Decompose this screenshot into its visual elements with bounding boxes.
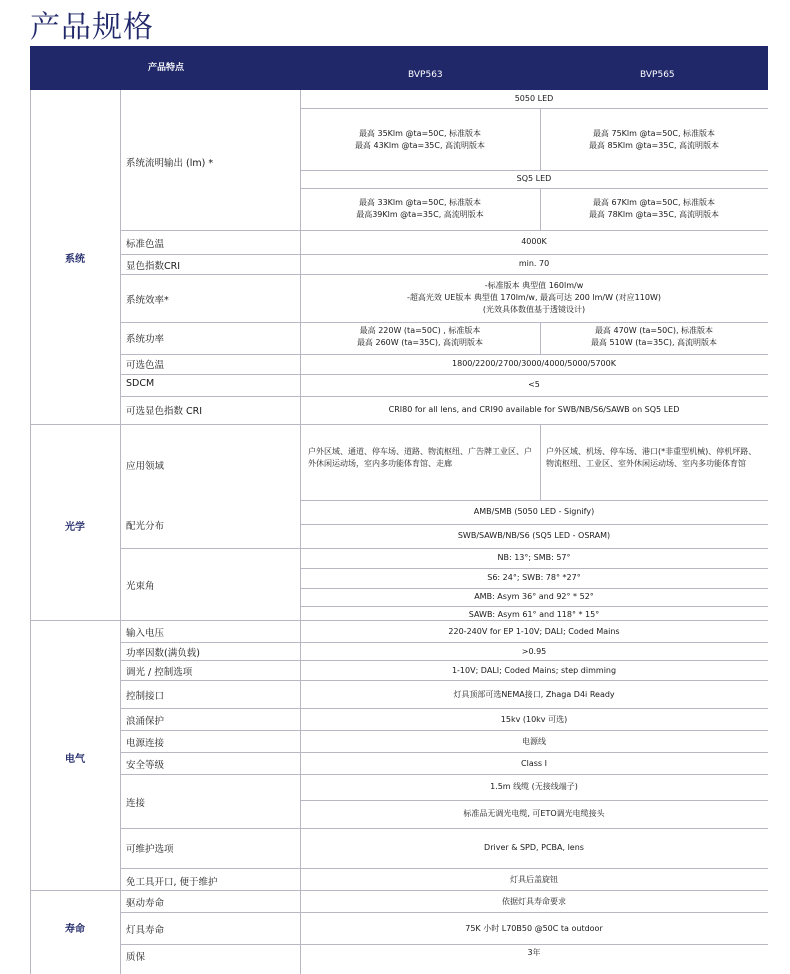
label-sdcm: SDCM <box>126 378 155 389</box>
row-divider <box>300 500 768 501</box>
value-beam-2: S6: 24°; SWB: 78° *27° <box>487 573 581 582</box>
row-divider <box>300 188 768 189</box>
label-flux: 系统流明输出 (lm) * <box>126 158 214 169</box>
value-beam-4: SAWB: Asym 61° and 118° * 15° <box>468 610 600 619</box>
row-divider <box>120 680 768 681</box>
value-beam-1: NB: 13°; SMB: 57° <box>497 553 571 562</box>
value-control-interface: 灯具顶部可选NEMA接口, Zhaga D4i Ready <box>453 690 615 699</box>
value-beam-3: AMB: Asym 36° and 92° * 52° <box>474 592 594 601</box>
label-maintenance: 可维护选项 <box>126 844 174 855</box>
row-divider <box>120 660 768 661</box>
page-title: 产品规格 <box>30 10 154 45</box>
value-flux-5050-bvp563-b: 最高 43Klm @ta=35C, 高流明版本 <box>354 141 486 150</box>
label-surge: 浪涌保护 <box>126 716 165 727</box>
label-efficiency: 系统效率* <box>126 295 169 306</box>
label-application: 应用领域 <box>126 461 165 472</box>
row-divider <box>120 548 768 549</box>
value-flux-5050-bvp563-a: 最高 35Klm @ta=50C, 标准版本 <box>358 129 482 138</box>
label-input-voltage: 输入电压 <box>126 628 165 639</box>
label-cri: 显色指数CRI <box>126 261 181 272</box>
value-distribution-1: AMB/SMB (5050 LED - Signify) <box>473 507 595 516</box>
value-flux-5050: 5050 LED <box>514 94 554 103</box>
value-flux-sq5-bvp563-b: 最高39Klm @ta=35C, 高流明版本 <box>356 210 484 219</box>
label-control-interface: 控制接口 <box>126 691 165 702</box>
row-divider <box>300 588 768 589</box>
value-optional-cri: CRI80 for all lens, and CRI90 available for SWB/NB/S6/SAWB on SQ5 LED <box>388 405 680 414</box>
section-divider <box>30 890 768 891</box>
value-cri: min. 70 <box>518 259 550 268</box>
row-divider <box>120 354 768 355</box>
value-efficiency-2: -超高光效 UE版本 典型值 170lm/w, 最高可达 200 lm/W (对应110W) <box>407 293 661 302</box>
value-application-bvp563: 户外区域、通道、停车场、道路、物流枢纽、广告牌工业区、户外休闲运动场，室内多功能体育馆、走廊 <box>308 447 532 468</box>
value-flux-sq5-bvp565-a: 最高 67Klm @ta=50C, 标准版本 <box>592 198 716 207</box>
label-safety-class: 安全等级 <box>126 760 165 771</box>
value-power-bvp563-a: 最高 220W (ta=50C) , 标准版本 <box>359 326 481 335</box>
value-connection-1: 1.5m 线缆 (无接线端子) <box>490 782 578 791</box>
value-optional-cct: 1800/2200/2700/3000/4000/5000/5700K <box>452 359 616 368</box>
row-divider <box>120 396 768 397</box>
row-divider <box>300 524 768 525</box>
row-divider <box>120 828 768 829</box>
value-power-connection: 电源线 <box>522 737 546 746</box>
row-divider <box>120 730 768 731</box>
value-power-bvp563-b: 最高 260W (ta=35C), 高流明版本 <box>356 338 484 347</box>
label-beam-angle: 光束角 <box>126 581 155 592</box>
category-electrical: 电气 <box>65 754 85 765</box>
header-bvp563: BVP563 <box>408 70 443 80</box>
row-divider <box>120 374 768 375</box>
row-divider <box>120 912 768 913</box>
table-header <box>30 46 768 90</box>
label-distribution: 配光分布 <box>126 521 165 532</box>
label-driver-life: 驱动寿命 <box>126 898 165 909</box>
value-efficiency-3: (光效具体数值基于透镜设计) <box>482 305 586 314</box>
row-divider <box>300 606 768 607</box>
label-toolless: 免工具开口, 便于维护 <box>126 877 218 888</box>
row-divider <box>120 868 768 869</box>
row-divider <box>120 254 768 255</box>
row-divider <box>300 108 768 109</box>
value-driver-life: 依据灯具寿命要求 <box>502 897 566 906</box>
value-distribution-2: SWB/SAWB/NB/S6 (SQ5 LED - OSRAM) <box>457 531 611 540</box>
row-divider <box>120 274 768 275</box>
value-safety-class: Class I <box>521 759 547 768</box>
section-divider <box>30 424 768 425</box>
value-flux-5050-bvp565-a: 最高 75Klm @ta=50C, 标准版本 <box>592 129 716 138</box>
label-power-connection: 电源连接 <box>126 738 165 749</box>
label-power: 系统功率 <box>126 334 165 345</box>
value-flux-sq5-bvp563-a: 最高 33Klm @ta=50C, 标准版本 <box>358 198 482 207</box>
value-flux-sq5: SQ5 LED <box>516 174 552 183</box>
value-power-bvp565-b: 最高 510W (ta=35C), 高流明版本 <box>590 338 718 347</box>
value-warranty: 3年 <box>527 948 541 957</box>
grid-line <box>540 424 541 500</box>
row-divider <box>120 752 768 753</box>
label-warranty: 质保 <box>126 952 146 963</box>
value-sdcm: <5 <box>528 380 540 389</box>
value-dimming: 1-10V; DALI; Coded Mains; step dimming <box>451 666 617 675</box>
header-bvp565: BVP565 <box>640 70 675 80</box>
value-toolless: 灯具后盖旋钮 <box>510 875 558 884</box>
label-optional-cri: 可选显色指数 CRI <box>126 406 203 417</box>
category-optics: 光学 <box>65 522 85 533</box>
category-life: 寿命 <box>65 924 85 935</box>
row-divider <box>120 774 768 775</box>
row-divider <box>120 944 768 945</box>
row-divider <box>300 800 768 801</box>
value-maintenance: Driver & SPD, PCBA, lens <box>484 843 584 852</box>
row-divider <box>300 170 768 171</box>
value-power-bvp565-a: 最高 470W (ta=50C), 标准版本 <box>594 326 714 335</box>
row-divider <box>300 568 768 569</box>
category-system: 系统 <box>65 254 85 265</box>
header-feature: 产品特点 <box>148 63 185 73</box>
label-cct: 标准色温 <box>126 239 165 250</box>
label-power-factor: 功率因数(满负载) <box>126 648 200 659</box>
value-cct: 4000K <box>521 237 547 246</box>
label-dimming: 调光 / 控制选项 <box>126 667 193 678</box>
value-luminaire-life: 75K 小时 L70B50 @50C ta outdoor <box>465 924 603 933</box>
value-surge: 15kv (10kv 可选) <box>500 715 568 724</box>
label-luminaire-life: 灯具寿命 <box>126 925 165 936</box>
row-divider <box>120 322 768 323</box>
label-optional-cct: 可选色温 <box>126 360 165 371</box>
value-efficiency-1: -标准版本 典型值 160lm/w <box>484 281 584 290</box>
value-power-factor: >0.95 <box>521 647 547 656</box>
value-input-voltage: 220-240V for EP 1-10V; DALI; Coded Mains <box>448 627 620 636</box>
value-connection-2: 标准品无调光电缆, 可ETO调光电缆接头 <box>463 809 605 818</box>
grid-line <box>120 90 121 974</box>
row-divider <box>120 708 768 709</box>
row-divider <box>120 642 768 643</box>
value-flux-sq5-bvp565-b: 最高 78Klm @ta=35C, 高流明版本 <box>588 210 720 219</box>
value-flux-5050-bvp565-b: 最高 85Klm @ta=35C, 高流明版本 <box>588 141 720 150</box>
label-connection: 连接 <box>126 798 146 809</box>
value-application-bvp565: 户外区域、机场、停车场、港口(*非重型机械)、停机坪路、物流枢纽、工业区、室外休闲运动场、室内多功能体育馆 <box>546 447 757 468</box>
row-divider <box>120 230 768 231</box>
